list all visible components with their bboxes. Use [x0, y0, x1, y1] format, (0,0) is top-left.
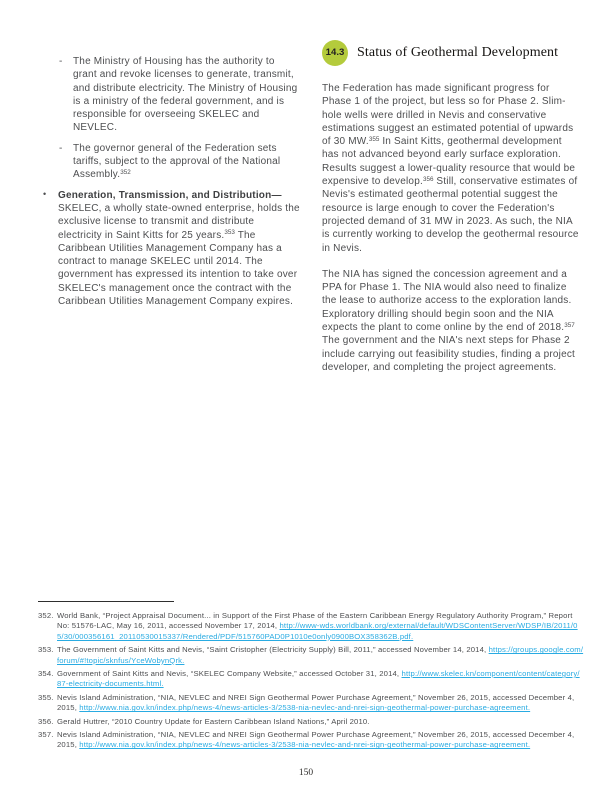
list-item-text: The Caribbean Utilities Management Company has a contract to manage SKELEC until 2014. The government has expressed its intention to take over SKELEC's management once the contract with the Caribbean Utilities Management Company expires. [58, 229, 298, 308]
footnote-number: 357. [38, 730, 54, 740]
page-number: 150 [298, 768, 314, 778]
dash-bullet-marker: - [59, 142, 63, 154]
paragraph-text: The government and the NIA's next steps for Phase 2 include carrying out feasibility studies, finding a project developer, and completing the project agreements. [322, 335, 576, 373]
footnote-link[interactable]: http://www.nia.gov.kn/index.php/news-4/news-articles-3/2538-nia-nevlec-and-nrei-sign-geothermal-power-purchase-agreement. [79, 703, 531, 713]
dash-bullet-marker: - [59, 56, 63, 67]
em-dash: — [271, 189, 282, 201]
footnote-link[interactable]: https://groups.google.com/forum/#!topic/sknfus/YceWobynQrk. [57, 645, 584, 665]
footnote-link[interactable]: http://www.nia.gov.kn/index.php/news-4/news-articles-3/2538-nia-nevlec-and-nrei-sign-geothermal-power-purchase-agreement. [79, 740, 531, 750]
paragraph-text: The NIA has signed the concession agreement and a PPA for Phase 1. The NIA would also need to finalize the lease to authorize access to the exploration lands. Exploratory drilling should begin soon and the NIA expects the plant to come online by the end of 2018. [322, 268, 572, 334]
list-item [43, 189, 300, 309]
list-item [43, 142, 300, 182]
dot-bullet-marker: • [43, 188, 47, 199]
right-column [322, 40, 580, 387]
footnote-link[interactable]: http://www.skelec.kn/component/content/category/87-electricity-documents.html. [57, 669, 580, 689]
footnote-text: Nevis Island Administration, “NIA, NEVLEC and NREI Sign Geothermal Power Purchase Agreement,” November 26, 2015, accessed December 4, 2015, [57, 730, 575, 750]
section-heading [322, 40, 580, 66]
list-item-lead: Generation, Transmission, and Distribution [58, 189, 272, 201]
list-item-text: SKELEC, a wholly state-owned enterprise, holds the exclusive license to transmit and distribute electricity in Saint Kitts for 25 years. [58, 202, 300, 241]
paragraph-text: In Saint Kitts, geothermal development has not advanced beyond early surface exploration. Results suggest a lower-quality resource that would be expensive to develop. [322, 136, 576, 188]
footnote [38, 730, 584, 751]
left-column [43, 55, 300, 308]
footnote-link[interactable]: http://www-wds.worldbank.org/external/default/WDSContentServer/WDSP/IB/2011/05/30/000356161_20110530015337/Rendered/PDF/515760PAD0P1010e0only0900BOX358362B.pdf. [57, 621, 578, 641]
list-item [43, 55, 300, 135]
footnote-text: Nevis Island Administration, “NIA, NEVLEC and NREI Sign Geothermal Power Purchase Agreement,” November 26, 2015, accessed December 4, 2015, [57, 692, 575, 713]
footnote-separator-rule [38, 601, 174, 602]
footnote-reference: 353 [224, 229, 235, 237]
footnote-reference: 356 [422, 175, 434, 183]
footnotes-list [38, 611, 584, 754]
paragraph [322, 268, 580, 374]
footnote [38, 693, 584, 714]
footnote-text: The Government of Saint Kitts and Nevis, “Saint Cristopher (Electricity Supply) Bill, 2011,” accessed November 14, 2014, [57, 645, 489, 655]
section-number-badge: 14.3 [322, 40, 348, 66]
footnote-number: 354. [38, 669, 54, 679]
paragraph [322, 82, 580, 255]
footnote-text: World Bank, “Project Appraisal Document... in Support of the First Phase of the Eastern Caribbean Energy Regulatory Authority Program,” Report No: 51576-LAC, May 16, 2011, accessed November 17, 2014, [57, 611, 573, 631]
paragraph-text: Still, conservative estimates of Nevis's estimated geothermal potential suggest the resource is large enough to cover the Federation's projected demand of 31 MW in 2023. As such, the NIA is currently working to develop the geothermal resource in Nevis. [322, 176, 579, 254]
footnote-number: 356. [38, 716, 54, 726]
footnote-reference: 355 [368, 135, 380, 143]
footnote [38, 717, 584, 727]
list-item-text: The Ministry of Housing has the authority to grant and revoke licenses to generate, transmit, and distribute electricity. The Ministry of Housing is a ministry of the federal government, and is responsible for overseeing SKELEC and NEVLEC. [73, 56, 298, 134]
footnote [38, 645, 584, 666]
footnote-reference: 352 [120, 168, 131, 176]
footnote-number: 355. [38, 692, 54, 702]
paragraph-text: The Federation has made significant progress for Phase 1 of the project, but less so for Phase 2. Slim-hole wells were drilled in Nevis and conservative estimations suggest an estimated potential of upwards of 30 MW. [322, 83, 574, 148]
footnote-number: 352. [38, 611, 54, 620]
section-title: Status of Geothermal Development [357, 45, 559, 61]
footnote-reference: 357 [564, 321, 575, 329]
list-item-text: The governor general of the Federation sets tariffs, subject to the approval of the National Assembly. [73, 142, 281, 181]
footnote [38, 611, 584, 642]
footnote-text: Government of Saint Kitts and Nevis, “SKELEC Company Website,” accessed October 31, 2014, [57, 669, 402, 679]
footnote-text: Gerald Huttrer, “2010 Country Update for Eastern Caribbean Island Nations,” April 2010. [57, 716, 370, 726]
footnote-number: 353. [38, 645, 54, 655]
footnote [38, 669, 584, 690]
